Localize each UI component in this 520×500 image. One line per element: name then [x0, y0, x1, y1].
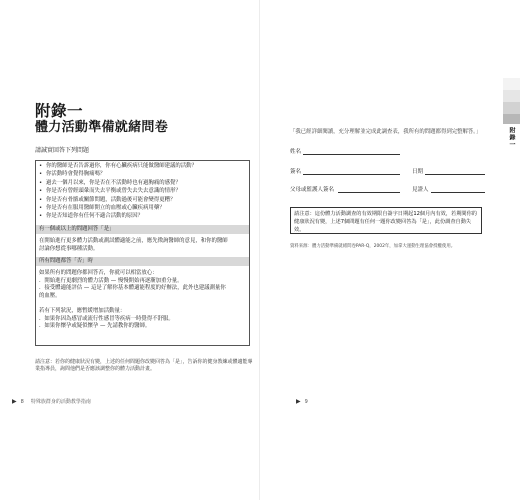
- page-marker-icon: ▶: [12, 398, 17, 405]
- appendix-heading: 附錄一: [35, 102, 84, 120]
- yes-answer-band: 有一個或以上的問題回答「是」: [36, 225, 249, 234]
- no-answer-band: 所有問題都答「否」時: [36, 257, 249, 266]
- instruction-text: 請誠實回答下列問題: [35, 147, 90, 154]
- bullet-icon: •: [39, 171, 43, 178]
- no-text-line: 若有下列狀況，應暫緩增加活動量：: [39, 307, 126, 314]
- date-line: [425, 174, 485, 175]
- side-tab-1: [503, 78, 520, 90]
- no-text-line: 的血壓。: [39, 292, 61, 299]
- no-text-line: ．接受體適能評估 — 這是了解你基本體適能程度的好辦法，此外也建議測量你: [39, 285, 226, 292]
- bullet-icon: •: [39, 188, 43, 195]
- date-label: 日期: [412, 169, 424, 175]
- side-tab-label: 附錄一: [508, 127, 515, 148]
- no-answer-text: [39, 270, 226, 331]
- yes-text-line: 在開始進行更多體力活動或測試體適能之前，應先徵詢醫師的意見，和你的醫師: [39, 238, 228, 244]
- bullet-icon: •: [39, 179, 43, 186]
- attention-note: 請注意：若你的健康狀況有變，上述的任何問題你改變回答為「是」，告訴你的健身教練或體適能專業指導員，詢問他們是否應該調整你的體力活動計畫。: [35, 359, 253, 372]
- no-text-line: 如果所有的問題你都回答否，你就可以相當放心：: [39, 270, 158, 276]
- yes-text-line: 討論你想從事哪種活動。: [39, 245, 99, 252]
- page-number-left: 8: [20, 399, 24, 405]
- page-gutter: [259, 0, 260, 500]
- bullet-icon: •: [39, 213, 43, 220]
- name-label: 姓名: [290, 149, 302, 155]
- questionnaire-box: [35, 160, 250, 346]
- no-text-line: [39, 300, 226, 308]
- side-tab-4: [503, 114, 520, 124]
- question-text: 你的醫師是否告訴過你，你有心臟疾病只能做醫師建議的活動？: [46, 163, 197, 169]
- source-citation: 資料來源：體力活動準備就緒問卷PAR-Q，2002年，加拿大運動生理協會授權使用。: [290, 244, 456, 249]
- question-text: 過去一個月以來，你是否在不活動時也有過胸痛的感覺？: [46, 179, 181, 186]
- questionnaire-title: 體力活動準備就緒問卷: [35, 120, 169, 135]
- side-tab-2: [503, 90, 520, 102]
- question-text: 你是否有曾經頭暈而失去平衡或曾失去失去意識的情形？: [46, 188, 181, 195]
- question-list: [39, 164, 197, 223]
- yes-answer-text: [39, 238, 228, 253]
- left-footer: [12, 398, 91, 405]
- no-text-line: ．開始進行更劇烈的體力活動 — 慢慢開始再逐漸加重分量。: [39, 277, 183, 284]
- question-text: 你是否有骨骼或關節問題，活動過後可能會變得更糟？: [46, 196, 176, 203]
- page-marker-icon: ▶: [296, 398, 301, 405]
- name-line: [303, 154, 400, 155]
- question-text: 你是否知道你有任何不適合活動的原因？: [46, 213, 144, 220]
- guardian-label: 父母或監護人簽名: [290, 187, 335, 193]
- no-text-line: ．如果你因為感冒或流行性感冒等疾病一時覺得不舒服。: [39, 315, 174, 322]
- consent-statement: 「我已經詳細閱讀，充分理解並完成此調查表，我所有的問題都得到完整解答。」: [290, 129, 482, 135]
- validity-notice-box: 請注意：這份體力活動調查的有效期限自簽字日期起12個月內有效，若期間你的健康狀況有變，上述7個問題有任何一題你改變回答為「是」，此份調查自動失效。: [290, 207, 482, 234]
- question-item: [39, 214, 197, 222]
- signature-line: [303, 174, 400, 175]
- signature-label: 簽名: [290, 169, 302, 175]
- right-footer: [296, 398, 308, 405]
- witness-label: 見證人: [412, 187, 429, 193]
- bullet-icon: •: [39, 196, 43, 203]
- no-text-line: ．如果你懷孕或疑似懷孕 — 先請教你的醫師。: [39, 323, 151, 330]
- guardian-line: [338, 192, 400, 193]
- question-text: 你是否有在服用醫師開立的血壓或心臟疾病用藥？: [46, 204, 165, 211]
- book-title-footer: 特殊族群身的活動教學指南: [30, 399, 91, 405]
- side-tab-3: [503, 102, 520, 114]
- bullet-icon: •: [39, 204, 43, 211]
- page-number-right: 9: [304, 399, 308, 405]
- question-text: 你活動時會覺得胸痛嗎？: [46, 171, 106, 178]
- bullet-icon: •: [39, 163, 43, 169]
- witness-line: [431, 192, 485, 193]
